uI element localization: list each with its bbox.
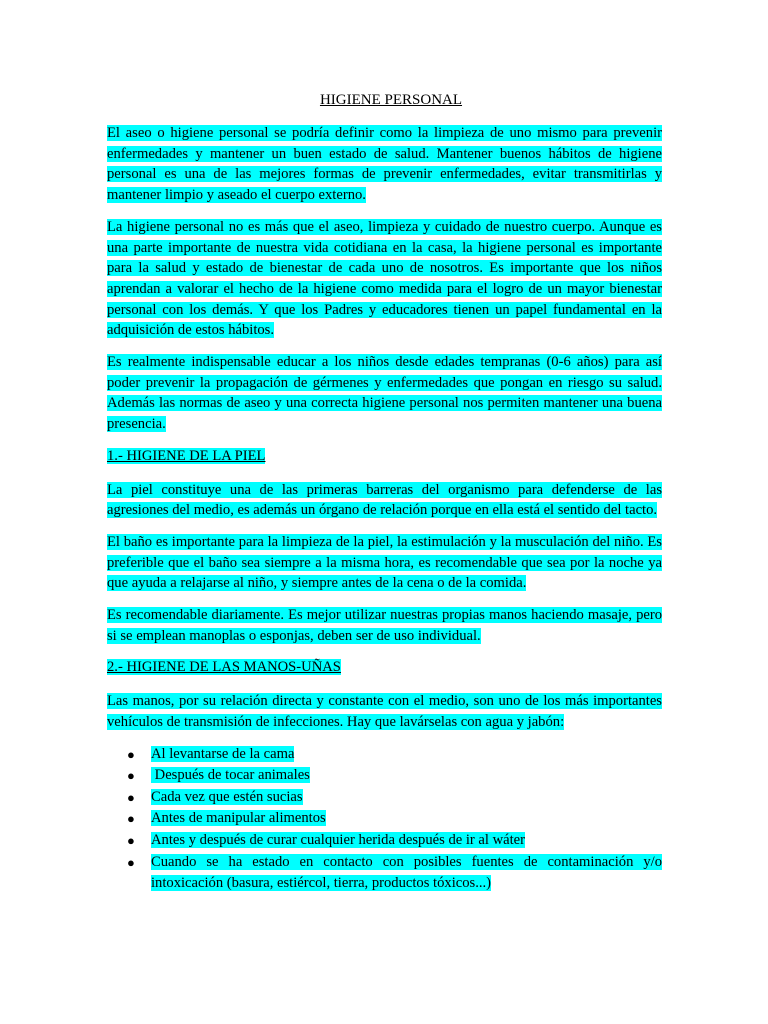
list-item-text: Antes y después de curar cualquier herida después de ir al wáter <box>151 831 526 848</box>
skin-paragraph-text: El baño es importante para la limpieza de la piel, la estimulación y la musculación del niño. Es preferible que el baño sea siempre a la misma hora, es recomendable que sea por la noche ya que ayuda a relajarse al niño, y siempre antes de la cena o de la comida. <box>107 533 662 592</box>
skin-paragraph <box>107 532 662 594</box>
hands-paragraph <box>107 691 662 732</box>
hands-paragraph-text: Las manos, por su relación directa y constante con el medio, son uno de los más importantes vehículos de transmisión de infecciones. Hay que lavárselas con agua y jabón: <box>107 693 662 730</box>
skin-paragraph <box>107 605 662 646</box>
bullet-icon: ● <box>127 854 135 870</box>
bullet-icon: ● <box>127 832 135 848</box>
list-item-text: Después de tocar animales <box>151 767 310 784</box>
bullet-icon: ● <box>127 746 135 762</box>
list-item <box>107 765 662 787</box>
list-item <box>107 830 662 852</box>
intro-paragraph-text: El aseo o higiene personal se podría definir como la limpieza de uno mismo para prevenir enfermedades y mantener un buen estado de salud. Mantener buenos hábitos de higiene personal es una de las mejores formas de prevenir enfermedades, evitar transmitirlas y mantener limpio y aseado el cuerpo externo. <box>107 125 662 204</box>
document-title <box>0 90 768 110</box>
list-item-text: Al levantarse de la cama <box>151 745 295 762</box>
skin-paragraph-text: Es recomendable diariamente. Es mejor utilizar nuestras propias manos haciendo masaje, pero si se emplean manoplas o esponjas, deben ser de uso individual. <box>107 607 662 644</box>
list-item <box>107 808 662 830</box>
intro-paragraph <box>107 123 662 206</box>
bullet-icon: ● <box>127 811 135 827</box>
hand-washing-list <box>107 744 662 895</box>
skin-paragraph <box>107 480 662 521</box>
skin-paragraph-text: La piel constituye una de las primeras barreras del organismo para defenderse de las agresiones del medio, es además un órgano de relación porque en ella está el sentido del tacto. <box>107 481 662 519</box>
document-body <box>107 123 662 895</box>
document-title-text: HIGIENE PERSONAL <box>319 92 463 108</box>
section-heading-skin <box>107 446 662 467</box>
list-item <box>107 852 662 895</box>
section-heading-hands <box>107 657 662 678</box>
section-heading-hands-text: 2.- HIGIENE DE LAS MANOS-UÑAS <box>107 659 341 676</box>
list-item-text: Cuando se ha estado en contacto con posibles fuentes de contaminación y/o intoxicación (basura, estiércol, tierra, productos tóxicos...) <box>151 853 662 892</box>
bullet-icon: ● <box>127 768 135 784</box>
list-item-text: Antes de manipular alimentos <box>151 810 326 827</box>
intro-paragraph-text: Es realmente indispensable educar a los niños desde edades tempranas (0-6 años) para así poder prevenir la propagación de gérmenes y enfermedades que pongan en riesgo su salud. Además las normas de aseo y una correcta higiene personal nos permiten mantener una buena presencia. <box>107 354 662 433</box>
section-heading-skin-text: 1.- HIGIENE DE LA PIEL <box>107 447 266 464</box>
list-item-text: Cada vez que estén sucias <box>151 788 303 805</box>
intro-paragraph-text: La higiene personal no es más que el aseo, limpieza y cuidado de nuestro cuerpo. Aunque es una parte importante de nuestra vida cotidiana en la casa, la higiene personal es importante para la salud y estado de bienestar de cada uno de nosotros. Es importante que los niños aprendan a valorar el hecho de la higiene como medida para el logro de un mayor bienestar personal con los demás. Y que los Padres y educadores tienen un papel fundamental en la adquisición de estos hábitos. <box>107 218 662 339</box>
intro-paragraph <box>107 352 662 435</box>
list-item <box>107 744 662 766</box>
list-item <box>107 787 662 809</box>
intro-paragraph <box>107 217 662 341</box>
bullet-icon: ● <box>127 789 135 805</box>
